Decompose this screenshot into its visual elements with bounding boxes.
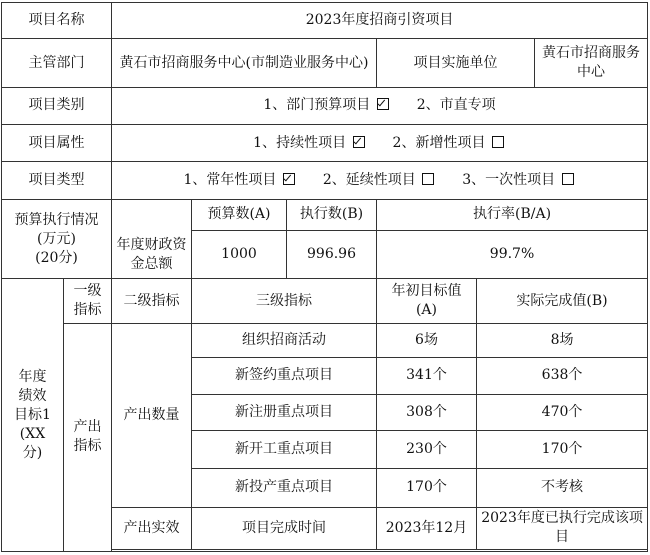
checked-checkbox-icon xyxy=(377,98,389,110)
target-cell: 308个 xyxy=(377,394,477,430)
perf-goal-line3: 目标1 xyxy=(14,406,51,423)
metric-cell: 新投产重点项目 xyxy=(192,469,377,507)
target-cell: 6场 xyxy=(377,323,477,357)
option-label: 2、市直专项 xyxy=(416,97,496,114)
perf-goal-label xyxy=(2,279,64,552)
budget-value: 1000 xyxy=(192,231,287,279)
option-item xyxy=(183,172,296,188)
header-level1-line2: 指标 xyxy=(73,302,102,319)
option-label: 1、常年性项目 xyxy=(183,172,277,189)
actual-cell: 8场 xyxy=(477,323,648,357)
dept-value: 黄石市招商服务中心(市制造业服务中心) xyxy=(112,39,377,87)
metric-cell: 新注册重点项目 xyxy=(192,394,377,430)
type-options xyxy=(112,162,648,199)
option-label: 2、新增性项目 xyxy=(392,134,486,151)
table-bottom-edge xyxy=(112,549,648,551)
header-target-line1: 年初目标值 xyxy=(391,283,462,300)
actual-cell: 470个 xyxy=(477,394,648,430)
option-item xyxy=(263,97,390,113)
checked-checkbox-icon xyxy=(283,173,295,185)
checked-checkbox-icon xyxy=(353,136,365,148)
target-cell: 341个 xyxy=(377,358,477,394)
metric-cell: 项目完成时间 xyxy=(192,507,377,549)
metric-cell: 新签约重点项目 xyxy=(192,358,377,394)
impl-unit-label: 项目实施单位 xyxy=(377,39,535,87)
option-label: 1、持续性项目 xyxy=(253,134,347,151)
perf-goal-line1: 年度 xyxy=(18,368,47,385)
level1-output xyxy=(64,323,112,551)
rate-value: 99.7% xyxy=(377,231,648,279)
budget-label xyxy=(2,199,112,279)
category-label: 项目类别 xyxy=(2,87,112,124)
budget-label-line1: 预算执行情况 xyxy=(14,211,99,228)
dept-label: 主管部门 xyxy=(2,39,112,87)
actual-cell: 170个 xyxy=(477,430,648,468)
budget-label-line2: (万元) xyxy=(37,230,76,247)
budget-col-rate: 执行率(B/A) xyxy=(377,199,648,230)
option-item xyxy=(253,135,366,151)
unchecked-checkbox-icon xyxy=(492,136,504,148)
header-target-line2: (A) xyxy=(415,302,438,319)
category-options xyxy=(112,87,648,124)
metric-cell: 组织招商活动 xyxy=(192,323,377,357)
option-item xyxy=(323,172,436,188)
attribute-options xyxy=(112,125,648,162)
option-label: 1、部门预算项目 xyxy=(263,97,371,114)
header-level2: 二级指标 xyxy=(112,279,192,323)
perf-goal-line5: 分) xyxy=(22,444,43,461)
option-label: 2、延续性项目 xyxy=(322,172,416,189)
project-name-label: 项目名称 xyxy=(2,3,112,39)
group-output-effect: 产出实效 xyxy=(112,507,192,549)
header-target xyxy=(377,279,477,323)
group-output-quantity: 产出数量 xyxy=(112,323,192,507)
budget-col-b: 执行数(B) xyxy=(287,199,377,230)
option-item xyxy=(417,97,496,113)
target-cell: 170个 xyxy=(377,469,477,507)
type-label: 项目类型 xyxy=(2,162,112,199)
option-item xyxy=(393,135,506,151)
performance-form-table xyxy=(1,2,648,552)
level1-output-line2: 指标 xyxy=(73,438,102,455)
actual-cell: 不考核 xyxy=(477,469,648,507)
header-level1-line1: 一级 xyxy=(73,283,102,300)
impl-unit-value: 黄石市招商服务中心 xyxy=(535,39,648,87)
option-item xyxy=(462,172,575,188)
option-label: 3、一次性项目 xyxy=(462,172,556,189)
project-name-value: 2023年度招商引资项目 xyxy=(112,3,648,39)
metric-cell: 新开工重点项目 xyxy=(192,430,377,468)
budget-row-label: 年度财政资金总额 xyxy=(112,231,192,279)
perf-goal-line4: (XX xyxy=(19,425,46,442)
header-actual: 实际完成值(B) xyxy=(477,279,648,323)
perf-goal-line2: 绩效 xyxy=(18,387,47,404)
header-level3: 三级指标 xyxy=(192,279,377,323)
attribute-label: 项目属性 xyxy=(2,125,112,162)
target-cell: 230个 xyxy=(377,430,477,468)
level1-output-line1: 产出 xyxy=(73,419,102,436)
budget-label-line3: (20分) xyxy=(35,249,78,266)
unchecked-checkbox-icon xyxy=(562,173,574,185)
actual-cell: 638个 xyxy=(477,358,648,394)
budget-blank-cell xyxy=(112,199,192,230)
unchecked-checkbox-icon xyxy=(422,173,434,185)
budget-col-a: 预算数(A) xyxy=(192,199,287,230)
target-cell: 2023年12月 xyxy=(377,507,477,549)
actual-cell: 2023年度已执行完成该项目 xyxy=(477,507,648,549)
header-level1 xyxy=(64,279,112,323)
exec-value: 996.96 xyxy=(287,231,377,279)
